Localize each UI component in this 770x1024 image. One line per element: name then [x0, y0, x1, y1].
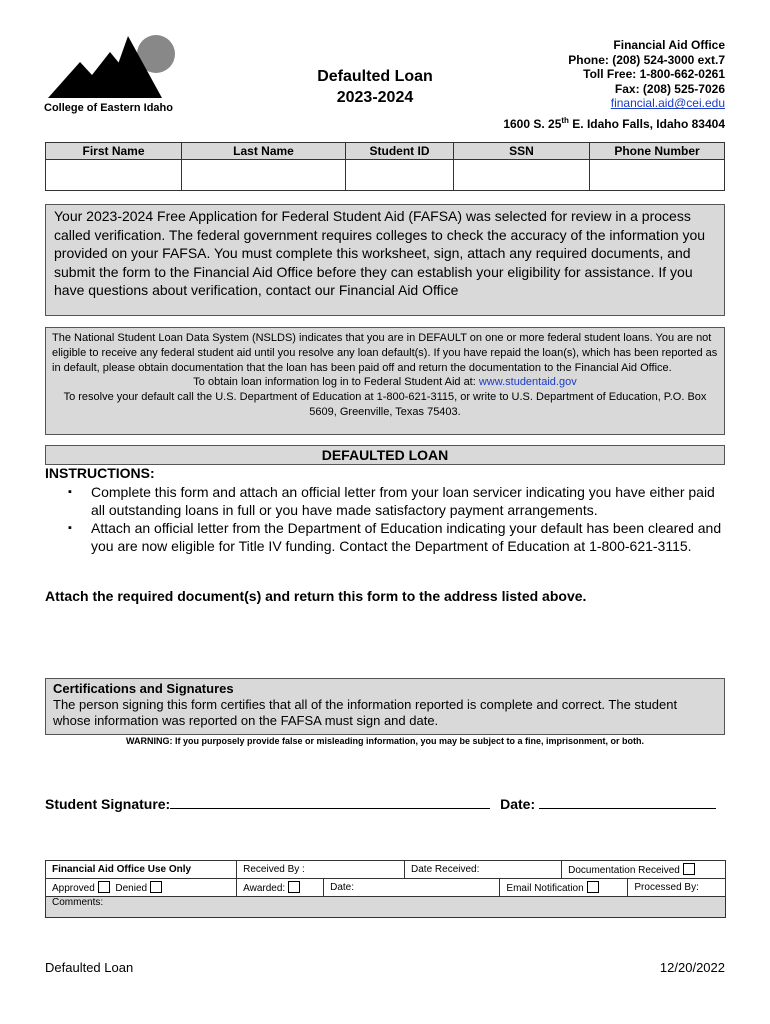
attach-note: Attach the required document(s) and return this form to the address listed above. — [45, 588, 587, 604]
denied-checkbox[interactable] — [150, 881, 162, 893]
phone-number-field[interactable] — [590, 160, 725, 191]
date-label: Date: — [500, 796, 536, 812]
ssn-field[interactable] — [454, 160, 590, 191]
certification-body: The person signing this form certifies that all of the information reported is complete and correct. The student whose information was reported on the FAFSA must sign and date. — [53, 697, 678, 728]
last-name-field[interactable] — [182, 160, 346, 191]
nslds-resolve-line: To resolve your default call the U.S. Department of Education at 1-800-621-3115, or write to U.S. Department of Education, P.O. Box 5609, Greenville, Texas 75403. — [63, 391, 707, 418]
col-phone-number: Phone Number — [590, 143, 725, 160]
warning-text: WARNING: If you purposely provide false or misleading information, you may be subject to a fine, imprisonment, or both. — [125, 736, 645, 746]
comments-field[interactable]: Comments: — [46, 897, 726, 918]
processed-by-field[interactable]: Processed By: — [628, 879, 726, 897]
student-id-field[interactable] — [346, 160, 454, 191]
col-last-name: Last Name — [182, 143, 346, 160]
col-ssn: SSN — [454, 143, 590, 160]
office-fax: Fax: (208) 525-7026 — [614, 81, 725, 96]
office-contact — [503, 38, 725, 132]
documentation-received-field: Documentation Received — [562, 861, 726, 879]
awarded-cell: Awarded: — [237, 879, 324, 897]
received-by-field[interactable]: Received By : — [237, 861, 405, 879]
instructions-title: INSTRUCTIONS: — [45, 465, 155, 481]
nslds-notice — [45, 327, 725, 435]
title-line-1: Defaulted Loan — [317, 68, 433, 85]
nslds-login-line: To obtain loan information log in to Federal Student Aid at: www.studentaid.gov — [193, 376, 577, 389]
student-signature-field[interactable] — [170, 795, 490, 809]
certification-box — [45, 678, 725, 735]
instruction-item: ▪ Attach an official letter from the Department of Education indicating your default has been cleared and you are now eligible for Title IV funding. Contact the Department of Education at 1-800-621-3115. — [91, 519, 725, 555]
first-name-field[interactable] — [46, 160, 182, 191]
student-info-table — [45, 142, 725, 191]
certification-title: Certifications and Signatures — [53, 681, 234, 696]
signature-row — [45, 795, 716, 812]
signature-date-field[interactable] — [539, 795, 716, 809]
office-address: 1600 S. 25th E. Idaho Falls, Idaho 83404 — [503, 115, 725, 131]
col-first-name: First Name — [46, 143, 182, 160]
section-heading: DEFAULTED LOAN — [45, 445, 725, 465]
form-title — [280, 66, 470, 108]
approval-cell: Approved Denied — [46, 879, 237, 897]
nslds-paragraph: The National Student Loan Data System (NSLDS) indicates that you are in DEFAULT on one or more federal student loans. You are not eligible to receive any federal student aid until you resolve any loan default(s). If you have repaid the loan(s), which has been reported as in default, please obtain documentation that the loan has been paid off and return the documentation to the Financial Aid Office. — [52, 332, 718, 374]
office-date-field[interactable]: Date: — [324, 879, 500, 897]
office-name: Financial Aid Office — [613, 38, 725, 52]
office-toll-free: Toll Free: 1-800-662-0261 — [583, 67, 725, 82]
email-notification-cell: Email Notification — [500, 879, 628, 897]
logo-text: College of Eastern Idaho — [44, 102, 173, 114]
fafsa-notice: Your 2023-2024 Free Application for Federal Student Aid (FAFSA) was selected for review in a process called verification. The federal government requires colleges to check the accuracy of the information you provided on your FAFSA. You must complete this worksheet, sign, attach any required documents, and submit the form to the Financial Aid Office before they can establish your eligibility for assistance. If you have questions about verification, contact our Financial Aid Office — [45, 204, 725, 316]
email-notification-checkbox[interactable] — [587, 881, 599, 893]
awarded-checkbox[interactable] — [288, 881, 300, 893]
col-student-id: Student ID — [346, 143, 454, 160]
office-email-link[interactable]: financial.aid@cei.edu — [610, 96, 725, 111]
instructions-list — [45, 483, 725, 555]
date-received-field[interactable]: Date Received: — [405, 861, 562, 879]
approved-checkbox[interactable] — [98, 881, 110, 893]
footer-form-name: Defaulted Loan — [45, 960, 134, 975]
student-signature-label: Student Signature: — [45, 796, 171, 812]
office-use-table — [45, 860, 726, 918]
title-line-2: 2023-2024 — [336, 89, 414, 106]
instruction-item: ▪ Complete this form and attach an official letter from your loan servicer indicating you have either paid all outstanding loans in full or you have made satisfactory payment arrangements. — [91, 483, 725, 519]
documentation-received-checkbox[interactable] — [683, 863, 695, 875]
studentaid-link[interactable]: www.studentaid.gov — [478, 376, 577, 389]
office-phone: Phone: (208) 524-3000 ext.7 — [568, 52, 725, 67]
office-use-title: Financial Aid Office Use Only — [46, 861, 237, 879]
footer-date: 12/20/2022 — [659, 960, 725, 975]
